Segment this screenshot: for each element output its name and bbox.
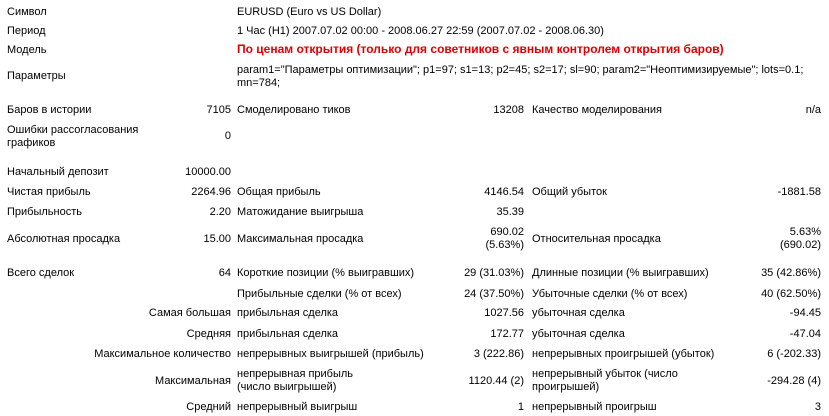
rel-dd-value: 5.63%	[789, 226, 821, 238]
max-dd-label: Максимальная просадка	[237, 233, 364, 245]
profit-factor-label: Прибыльность	[7, 206, 82, 218]
max-wins-value: 3 (222.86)	[473, 348, 524, 360]
abs-dd-label: Абсолютная просадка	[7, 233, 121, 245]
loss-trades-label: Убыточные сделки (% от всех)	[532, 288, 688, 300]
avg-cons-wins-label: непрерывный выигрыш	[237, 401, 358, 413]
largest-loss-value: -94.45	[789, 307, 821, 319]
largest-profit-value: 1027.56	[484, 307, 524, 319]
max-count-label: Максимальное количество	[94, 348, 231, 360]
gross-profit-label: Общая прибыль	[237, 186, 321, 198]
expected-payoff-value: 35.39	[496, 206, 524, 218]
params-value: param1="Параметры оптимизации"; p1=97; s1=13; p2=45; s2=17; sl=90; param2="Неоптимизируемые"; lots=0.1; mn=784;	[237, 64, 804, 89]
short-positions-value: 29 (31.03%)	[464, 267, 524, 279]
total-trades-value: 64	[218, 267, 231, 279]
quality-label: Качество моделирования	[532, 104, 662, 116]
max-cons-profit-value: 1120.44 (2)	[468, 375, 524, 387]
long-positions-label: Длинные позиции (% выигравших)	[532, 267, 709, 279]
average-loss-value: -47.04	[789, 328, 821, 340]
gross-profit-value: 4146.54	[484, 186, 524, 198]
ticks-label: Смоделировано тиков	[237, 104, 351, 116]
total-trades-label: Всего сделок	[7, 267, 75, 279]
average-profit-value: 172.77	[490, 328, 524, 340]
largest-loss-label: убыточная сделка	[532, 307, 625, 319]
symbol-value: EURUSD (Euro vs US Dollar)	[237, 6, 382, 18]
rel-dd-amount: (690.02)	[780, 239, 821, 251]
params-label: Параметры	[7, 70, 66, 82]
model-value: По ценам открытия (только для советников с явным контролем открытия баров)	[237, 42, 724, 56]
average-profit-label: прибыльная сделка	[237, 328, 339, 340]
deposit-label: Начальный депозит	[7, 166, 109, 178]
ticks-value: 13208	[493, 104, 524, 116]
gross-loss-value: -1881.58	[777, 186, 821, 198]
max-amount-label: Максимальная	[155, 375, 231, 387]
avg-cons-wins-value: 1	[517, 401, 524, 413]
max-dd-value: 690.02	[490, 226, 524, 238]
average-label: Средняя	[186, 328, 231, 340]
period-value: 1 Час (H1) 2007.07.02 00:00 - 2008.06.27 22:59 (2007.07.02 - 2008.06.30)	[237, 25, 604, 37]
largest-label: Самая большая	[148, 307, 231, 319]
gross-loss-label: Общий убыток	[532, 186, 607, 198]
period-label: Период	[7, 25, 46, 37]
net-profit-label: Чистая прибыль	[7, 186, 91, 198]
net-profit-value: 2264.96	[191, 186, 231, 198]
avg-cons-label: Средний	[186, 401, 231, 413]
max-losses-label: непрерывных проигрышей (убыток)	[532, 348, 715, 360]
max-dd-percent: (5.63%)	[485, 239, 524, 251]
profit-factor-value: 2.20	[209, 206, 231, 218]
symbol-label: Символ	[7, 6, 47, 18]
max-cons-loss-value: -294.28 (4)	[767, 375, 821, 387]
loss-trades-value: 40 (62.50%)	[761, 288, 821, 300]
abs-dd-value: 15.00	[203, 233, 231, 245]
rel-dd-label: Относительная просадка	[532, 233, 661, 245]
average-loss-label: убыточная сделка	[532, 328, 625, 340]
profit-trades-value: 24 (37.50%)	[464, 288, 524, 300]
max-wins-label: непрерывных выигрышей (прибыль)	[237, 348, 424, 360]
profit-trades-label: Прибыльные сделки (% от всех)	[237, 288, 402, 300]
avg-cons-losses-value: 3	[814, 401, 821, 413]
model-label: Модель	[7, 44, 47, 56]
max-cons-loss-label: непрерывный убыток (число проигрышей)	[532, 368, 678, 393]
largest-profit-label: прибыльная сделка	[237, 307, 339, 319]
bars-value: 7105	[206, 104, 231, 116]
expected-payoff-label: Матожидание выигрыша	[237, 206, 364, 218]
bars-label: Баров в истории	[7, 104, 92, 116]
max-losses-value: 6 (-202.33)	[767, 348, 821, 360]
mismatch-label: Ошибки рассогласования графиков	[7, 124, 139, 149]
mismatch-value: 0	[224, 130, 231, 142]
short-positions-label: Короткие позиции (% выигравших)	[237, 267, 415, 279]
avg-cons-losses-label: непрерывный проигрыш	[532, 401, 657, 413]
long-positions-value: 35 (42.86%)	[761, 267, 821, 279]
quality-value: n/a	[805, 104, 821, 116]
deposit-value: 10000.00	[185, 166, 231, 178]
max-cons-profit-label: непрерывная прибыль (число выигрышей)	[237, 368, 354, 393]
